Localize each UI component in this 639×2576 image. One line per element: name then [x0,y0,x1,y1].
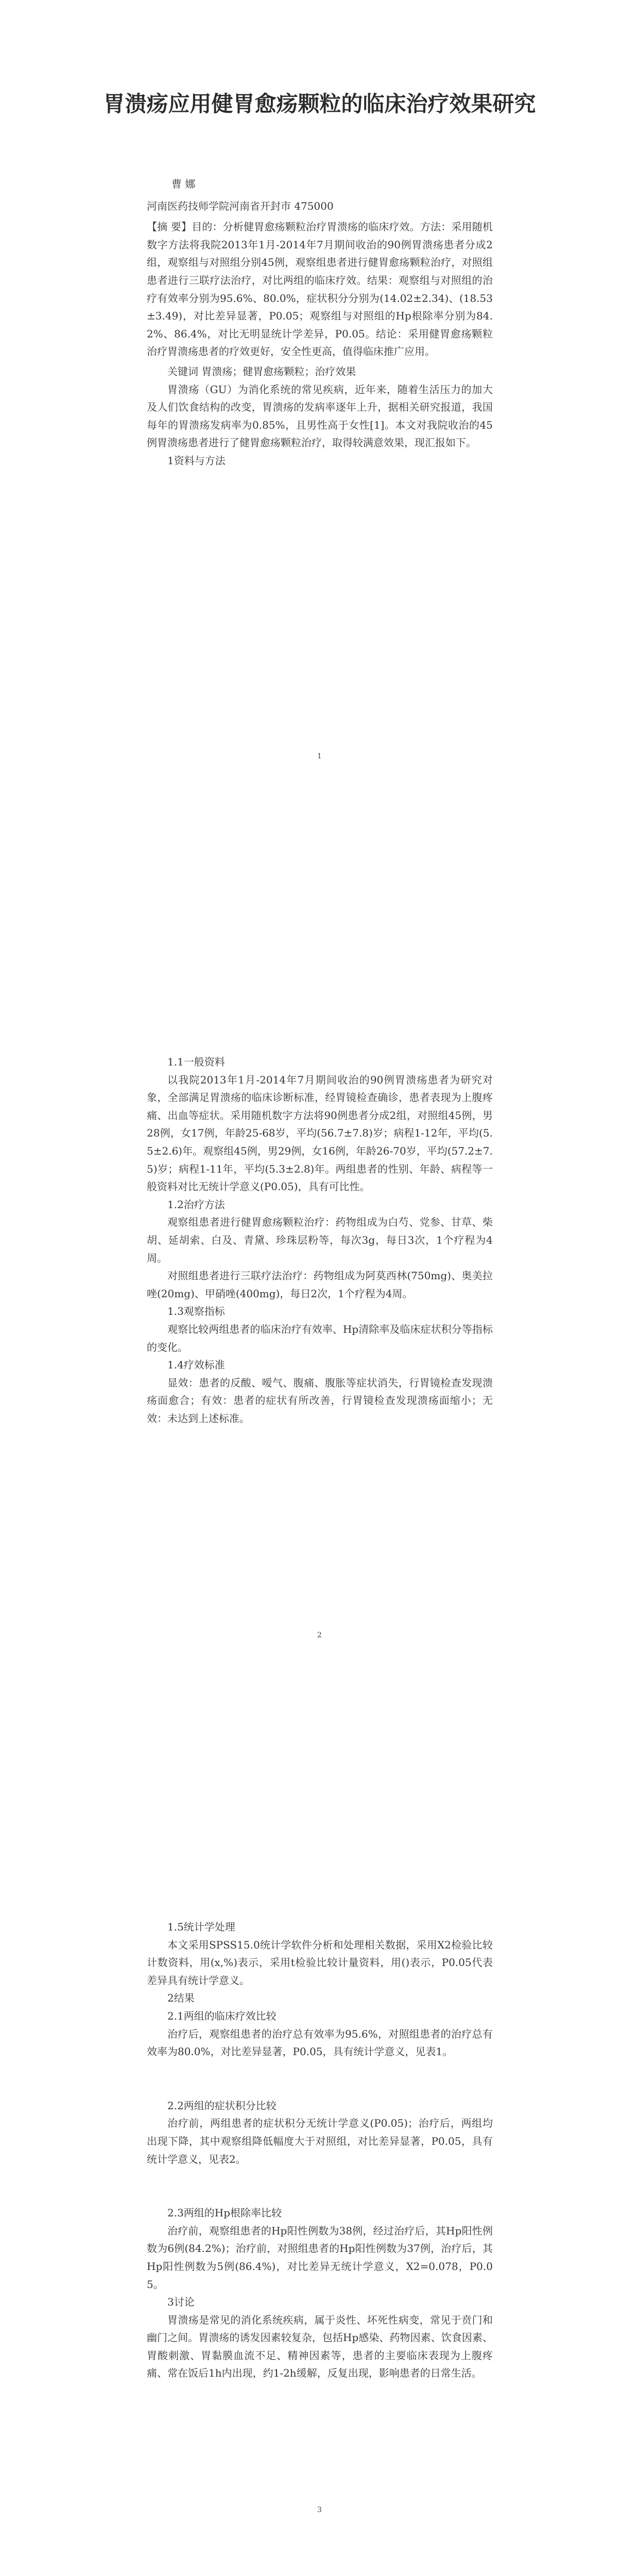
treatment-observation-paragraph: 观察组患者进行健胃愈疡颗粒治疗：药物组成为白芍、党参、甘草、柴胡、延胡索、白及、青黛、珍珠层粉等，每次3g，每日3次，1个疗程为4周。 [147,1216,493,1264]
section-1-2-heading: 1.2治疗方法 [167,1198,225,1211]
section-2-3-heading: 2.3两组的Hp根除率比较 [167,2207,282,2219]
page-2-content [147,1053,493,1427]
page-number: 1 [317,752,322,760]
page-2 [0,904,639,1807]
author-affiliation: 河南医药技师学院河南省开封市 475000 [147,199,334,212]
indicators-paragraph: 观察比较两组患者的临床治疗有效率、Hp清除率及临床症状积分等指标的变化。 [147,1323,493,1353]
section-3-heading: 3讨论 [167,2296,195,2309]
section-2-2-heading: 2.2两组的症状积分比较 [167,2099,277,2112]
section-2-1-heading: 2.1两组的临床疗效比较 [167,2009,277,2022]
page-3-content [147,1918,493,2380]
statistics-paragraph: 本文采用SPSS15.0统计学软件分析和处理相关数据，采用X2检验比较计数资料，用(x,%)表示，采用t检验比较计量资料，用()表示，P0.05代表差异具有统计学意义。 [147,1938,493,1987]
symptom-score-paragraph: 治疗前，两组患者的症状积分无统计学意义(P0.05)；治疗后，两组均出现下降，其中观察组降低幅度大于对照组，对比差异显著，P0.05，具有统计学意义，见表2。 [147,2117,493,2165]
page-3 [0,1807,639,2576]
clinical-efficacy-paragraph: 治疗后，观察组患者的治疗总有效率为95.6%，对照组患者的治疗总有效率为80.0%，对比差异显著，P0.05，具有统计学意义，见表1。 [147,2027,493,2058]
section-2-heading: 2结果 [167,1992,195,2005]
treatment-control-paragraph: 对照组患者进行三联疗法治疗：药物组成为阿莫西林(750mg)、奥美拉唑(20mg)、甲硝唑(400mg)，每日2次，1个疗程为4周。 [147,1269,493,1300]
general-data-paragraph: 以我院2013年1月-2014年7月期间收治的90例胃溃疡患者为研究对象，全部满足胃溃疡的临床诊断标准，经胃镜检查确诊，患者表现为上腹疼痛、出血等症状。采用随机数字方法将90例患者分成2组，对照组45例，男28例，女17例，年龄25-68岁，平均(56.7±7.8)岁；病程1-12年，平均(5.5±2.6)年。观察组45例，男29例，女16例，年龄26-70岁，平均(57.2±7.5)岁；病程1-11年，平均(5.3±2.8)年。两组患者的性别、年龄、病程等一般资料对比无统计学意义(P0.05)，具有可比性。 [147,1073,493,1193]
section-1-1-heading: 1.1一般资料 [167,1056,225,1068]
intro-paragraph: 胃溃疡（GU）为消化系统的常见疾病，近年来，随着生活压力的加大及人们饮食结构的改变，胃溃疡的发病率逐年上升，据相关研究报道，我国每年的胃溃疡发病率为0.85%，且男性高于女性[1]。本文对我院收治的45例胃溃疡患者进行了健胃愈疡颗粒治疗，取得较满意效果，现汇报如下。 [147,383,493,449]
hp-eradication-paragraph: 治疗前，观察组患者的Hp阳性例数为38例，经过治疗后，其Hp阳性例数为6例(84.2%)；治疗前，对照组患者的Hp阳性例数为37例，治疗后，其Hp阳性例数为5例(86.4%)，对比差异无统计学意义，X2=0.078，P0.05。 [147,2224,493,2291]
section-1-5-heading: 1.5统计学处理 [167,1921,235,1933]
article-title: 胃溃疡应用健胃愈疡颗粒的临床治疗效果研究 [103,91,536,116]
section-1-4-heading: 1.4疗效标准 [167,1359,225,1371]
page-number: 3 [317,2506,322,2514]
abstract: 【摘 要】目的：分析健胃愈疡颗粒治疗胃溃疡的临床疗效。方法：采用随机数字方法将我院2013年1月-2014年7月期间收治的90例胃溃疡患者分成2组，观察组与对照组分别45例，观察组患者进行健胃愈疡颗粒治疗，对照组患者进行三联疗法治疗，对比两组的临床疗效。结果：观察组与对照组的治疗有效率分别为95.6%、80.0%，症状积分分别为(14.02±2.34)、(18.53±3.49)，对比差异显著，P0.05；观察组与对照组的Hp根除率分别为84.2%、86.4%，对比无明显统计学差异，P0.05。结论：采用健胃愈疡颗粒治疗胃溃疡患者的疗效更好，安全性更高，值得临床推广应用。 [147,221,493,358]
section-1-heading: 1资料与方法 [167,454,226,467]
keywords: 关键词 胃溃疡；健胃愈疡颗粒；治疗效果 [167,365,356,378]
page-1 [0,0,639,904]
discussion-paragraph-1-start: 胃溃疡是常见的消化系统疾病，属于炎性、坏死性病变，常见于贲门和幽门之间。胃溃疡的诱发因素较复杂，包括Hp感染、药物因素、饮食因素、胃酸刺激、胃黏膜血流不足、精神因素等，患者的主要临床表现为上腹疼痛、常在饭后1h内出现，约1-2h缓解，反复出现，影响患者的日常生活。 [147,2313,493,2380]
page-1-content [147,175,493,470]
page-number: 2 [317,1631,322,1639]
section-1-3-heading: 1.3观察指标 [167,1305,225,1318]
efficacy-criteria-paragraph: 显效：患者的反酸、嗳气、腹痛、腹胀等症状消失，行胃镜检查发现溃疡面愈合；有效：患者的症状有所改善，行胃镜检查发现溃疡面缩小；无效：未达到上述标准。 [147,1376,493,1425]
author-name: 曹 娜 [171,178,196,190]
